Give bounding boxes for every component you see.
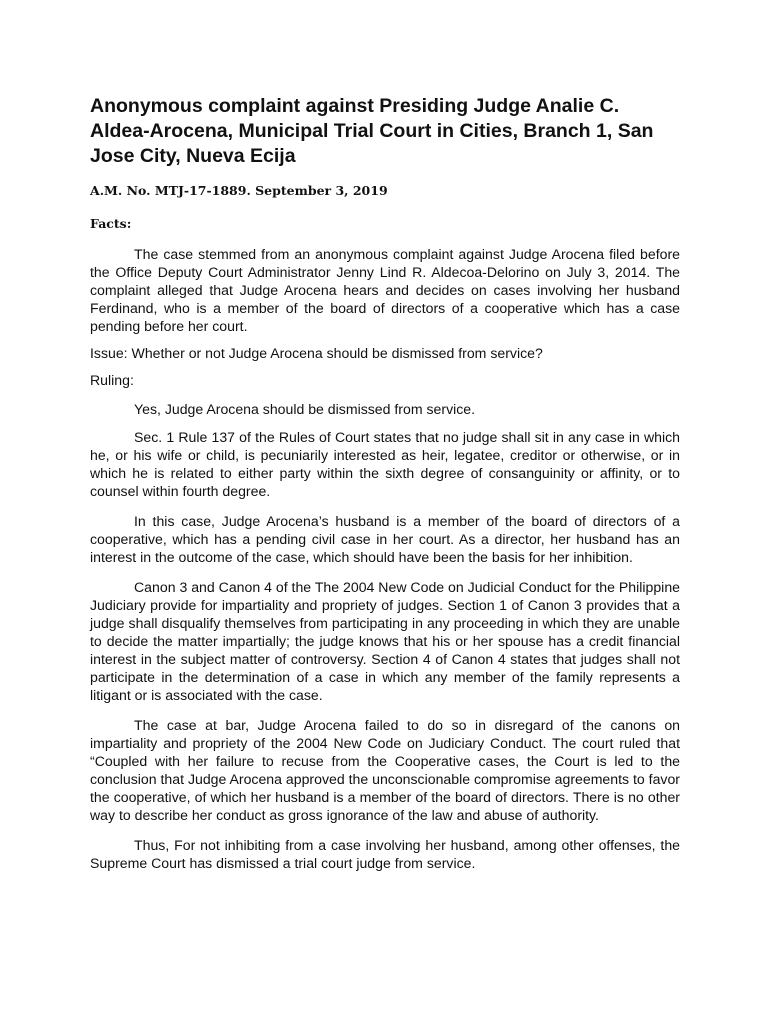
issue-statement: Issue: Whether or not Judge Arocena should be dismissed from service? (90, 345, 543, 361)
document-title: Anonymous complaint against Presiding Judge Analie C. Aldea-Arocena, Municipal Trial Court in Cities, Branch 1, San Jose City, Nueva Ecija (90, 95, 654, 167)
this-case-paragraph: In this case, Judge Arocena’s husband is a member of the board of directors of a cooperative, which has a pending civil case in her court. As a director, her husband has an interest in the outcome of the case, which should have been the basis for her inhibition. (90, 513, 680, 565)
case-at-bar-paragraph: The case at bar, Judge Arocena failed to do so in disregard of the canons on impartiality and propriety of the 2004 New Code on Judiciary Conduct. The court ruled that “Coupled with her failure to recuse from the Cooperative cases, the Court is led to the conclusion that Judge Arocena approved the unconscionable compromise agreements to favor the cooperative, of which her husband is a member of the board of directors. There is no other way to describe her conduct as gross ignorance of the law and abuse of authority. (90, 717, 680, 823)
facts-heading: Facts: (90, 216, 132, 231)
ruling-answer: Yes, Judge Arocena should be dismissed from service. (134, 401, 476, 417)
ruling-heading: Ruling: (90, 372, 134, 388)
case-number: A.M. No. MTJ-17-1889. September 3, 2019 (90, 183, 388, 198)
facts-paragraph: The case stemmed from an anonymous complaint against Judge Arocena filed before the Office Deputy Court Administrator Jenny Lind R. Aldecoa-Delorino on July 3, 2014. The complaint alleged that Judge Arocena hears and decides on cases involving her husband Ferdinand, who is a member of the board of directors of a cooperative which has a case pending before her court. (90, 246, 680, 334)
rule-137-paragraph: Sec. 1 Rule 137 of the Rules of Court states that no judge shall sit in any case in which he, or his wife or child, is pecuniarily interested as heir, legatee, creditor or otherwise, or in which he is related to either party within the sixth degree of consanguinity or affinity, or to counsel within fourth degree. (90, 429, 680, 499)
canon-paragraph: Canon 3 and Canon 4 of the The 2004 New Code on Judicial Conduct for the Philippine Judiciary provide for impartiality and propriety of judges. Section 1 of Canon 3 provides that a judge shall disqualify themselves from participating in any proceeding in which they are unable to decide the matter impartially; the judge knows that his or her spouse has a credit financial interest in the subject matter of controversy. Section 4 of Canon 4 states that judges shall not participate in the determination of a case in which any member of the family represents a litigant or is associated with the case. (90, 579, 680, 703)
conclusion-paragraph: Thus, For not inhibiting from a case involving her husband, among other offenses, the Supreme Court has dismissed a trial court judge from service. (90, 837, 680, 871)
document-page (90, 94, 680, 872)
